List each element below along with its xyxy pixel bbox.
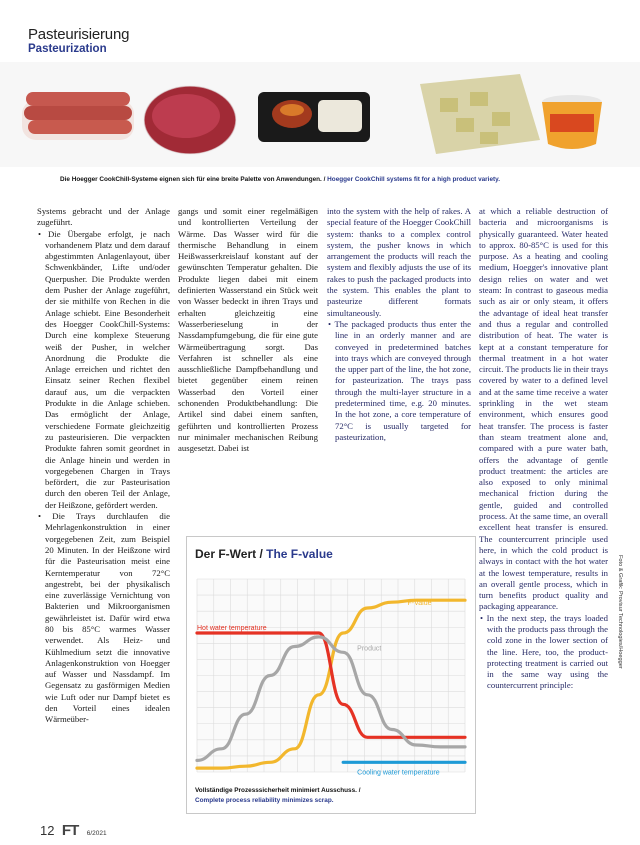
ready-meal-tray-photo: [258, 92, 370, 142]
f-value-infobox: [186, 536, 476, 814]
column-1: [37, 206, 170, 726]
paragraph: gangs und somit einer regelmäßigen und kontrollierten Verteilung der Wärme. Das Wasser wird für die thermische Behandlung in einem Heißwasserkreislauf konstant auf der gewünschten Temperatur gehalten. Die Produkte liegen dabei mit einem definierten Wasserstand ein Stück weit von Wasser bedeckt in ihren Trays und erhalten gleichzeitig eine Wasserberieselung in der Nassdampfumgebung, die für eine gute Wärmeübertragung sorgt. Das Verfahren ist schneller als eine ausschließliche Dampfbehandlung und bietet gegenüber einem reinen Wasserbad den Vorteil einer schonenden Produktbehandlung: Die Artikel sind dabei einem sanften, geführten und kontrollierten Prozess nur minimaler mechanischen Reibung ausgesetzt. Dabei ist: [178, 206, 318, 454]
infobox-title-de: Der F-Wert /: [195, 547, 263, 561]
bullet-paragraph: • Die Übergabe erfolgt, je nach vorhandenem Platz und dem darauf abgestimmten Anlagenlayout, über Schwenkbänder, Lifte und/oder Querpusher. Die Produkte werden dem Pusher der Anlage zugeführt, der sie mithilfe von Rechen in die Anlage schiebt. Eine Besonderheit des Hoegger CookChill-Systems: Durch eine komplexe Steuerung weiß der Pusher, in welcher Anordnung die Produkte die Anlage erreichen und richtet den Einsatz seiner Rechen flexibel darauf aus, um die verpackten Produkte in die Anlage schieben. Das ermöglicht der Anlage, verschiedene Formate gleichzeitig zu pasteurisieren. Die verpackten Produkte fahren somit geordnet in die Anlage hinein und werden in vorgegebenen Chargen in Trays befördert, die zur Pasteurisation durch den oberen Teil der Anlage, der Heißzone, gefördert werden.: [37, 229, 170, 511]
sauce-cup-photo: [542, 95, 602, 149]
series-label-product: Product: [357, 645, 382, 653]
infobox-caption-de: Vollständige Prozesssicherheit minimiert Ausschuss. /: [195, 787, 361, 794]
section-title-de: Pasteurisierung: [28, 26, 130, 43]
ham-photo: [144, 86, 236, 154]
infobox-title-en: The F-value: [266, 547, 333, 561]
sausages-photo: [22, 92, 134, 140]
column-3: [327, 206, 471, 536]
series-label-hot-water-temperature: Hot water temperature: [197, 625, 267, 633]
page-footer: [40, 822, 107, 840]
infobox-caption-en: Complete process reliability minimizes scrap.: [195, 797, 334, 804]
series-label-cooling-water-temperature: Cooling water temperature: [357, 769, 440, 777]
bullet-paragraph: • In the next step, the trays loaded with the products pass through the cold zone in the lower section of the line. Here, too, the product-protecting treatment is carried out in the same way using the countercurrent principle:: [479, 613, 608, 692]
issue-number: 6/2021: [86, 830, 107, 837]
series-label-f-value: F-Value: [407, 599, 432, 607]
page-number: 12: [40, 823, 55, 838]
f-value-chart: [187, 537, 475, 813]
section-title-en: Pasteurization: [28, 43, 107, 55]
bullet-paragraph: • The packaged products thus enter the line in an orderly manner and are conveyed in predetermined batches into trays which are conveyed through the upper part of the line, the hot zone, for pasteurization. The trays pass through the multi-layer structure in a predetermined time, e.g. 20 minutes. In the hot zone, a core temperature of 72°C is usually targeted for pasteurization,: [327, 319, 471, 443]
photo-credit: [612, 555, 626, 680]
bullet-paragraph: • Die Trays durchlaufen die Mehrlagenkonstruktion in einer vorgegebenen Zeit, zum Beispiel 20 Minuten. In der Heißzone wird für die Pasteurisation meist eine Kerntemperatur von 72°C angestrebt, bei der physikalisch eine zuverlässige Vernichtung von Bakterien und Mikroorganismen gewährleistet ist. Dafür wird etwa 80 bis 85°C warmes Wasser verwendet. Als Heiz- und Kühlmedium setzt die innovative Anlagenkonstruktion von Hoegger auf Wasser und Nassdampf. Im Gegensatz zu gasförmigen Medien wie Luft oder nur Dampf bietet es den Vorteil eines idealen Wärmeüber-: [37, 511, 170, 726]
product-photos: [0, 62, 640, 167]
paragraph: into the system with the help of rakes. A special feature of the Hoegger CookChill system: thanks to a complex control system, the pusher knows in which arrangement the products will reach the system and flexibly adjusts the use of its rakes to push the packaged products into the system. This enables the plant to pasteurize different formats simultaneously.: [327, 206, 471, 318]
column-2: [178, 206, 318, 455]
paragraph: at which a reliable destruction of bacteria and microorganisms is physically guaranteed. Water heated to approx. 80-85°C is used for this purpose. As a heating and cooling medium, Hoegger's innovative plant design relies on water and wet steam: In contrast to gaseous media such as air or only steam, it offers the advantage of ideal heat transfer and thus a regular and controlled distribution of heat. The water is kept at a constant temperature for thermal treatment in a hot water circuit. The products lie in their trays covered by water to a defined level and at the same time receive a water sprinkling in the wet steam environment, which ensures good heat transfer. The process is faster than steam treatment alone and, compared with a pure water bath, offers the advantage of gentle product treatment: the articles are also exposed to only minimal mechanical friction during the gentle, guided and controlled process. At the same time, an overall excellent heat transfer is ensured. The countercurrent principle used here, in which the cold product is always in contact with the hot water at the lowest temperature, results in an overall gentle process, which in turn benefits product quality and packaging appearance.: [479, 206, 608, 612]
magazine-logo: FT: [61, 822, 79, 839]
photo-credit-text: Foto & Grafik: Provisur Technologies/Hoegger: [617, 555, 623, 669]
photo-caption-en: Hoegger CookChill systems fit for a high product variety.: [327, 176, 500, 183]
photo-caption-de: Die Hoegger CookChill-Systeme eignen sich für eine breite Palette von Anwendungen. /: [60, 176, 326, 183]
photo-caption: [60, 176, 620, 183]
paragraph: Systems gebracht und der Anlage zugeführt.: [37, 206, 170, 228]
ravioli-pack-photo: [420, 74, 540, 154]
column-4: [479, 206, 608, 692]
